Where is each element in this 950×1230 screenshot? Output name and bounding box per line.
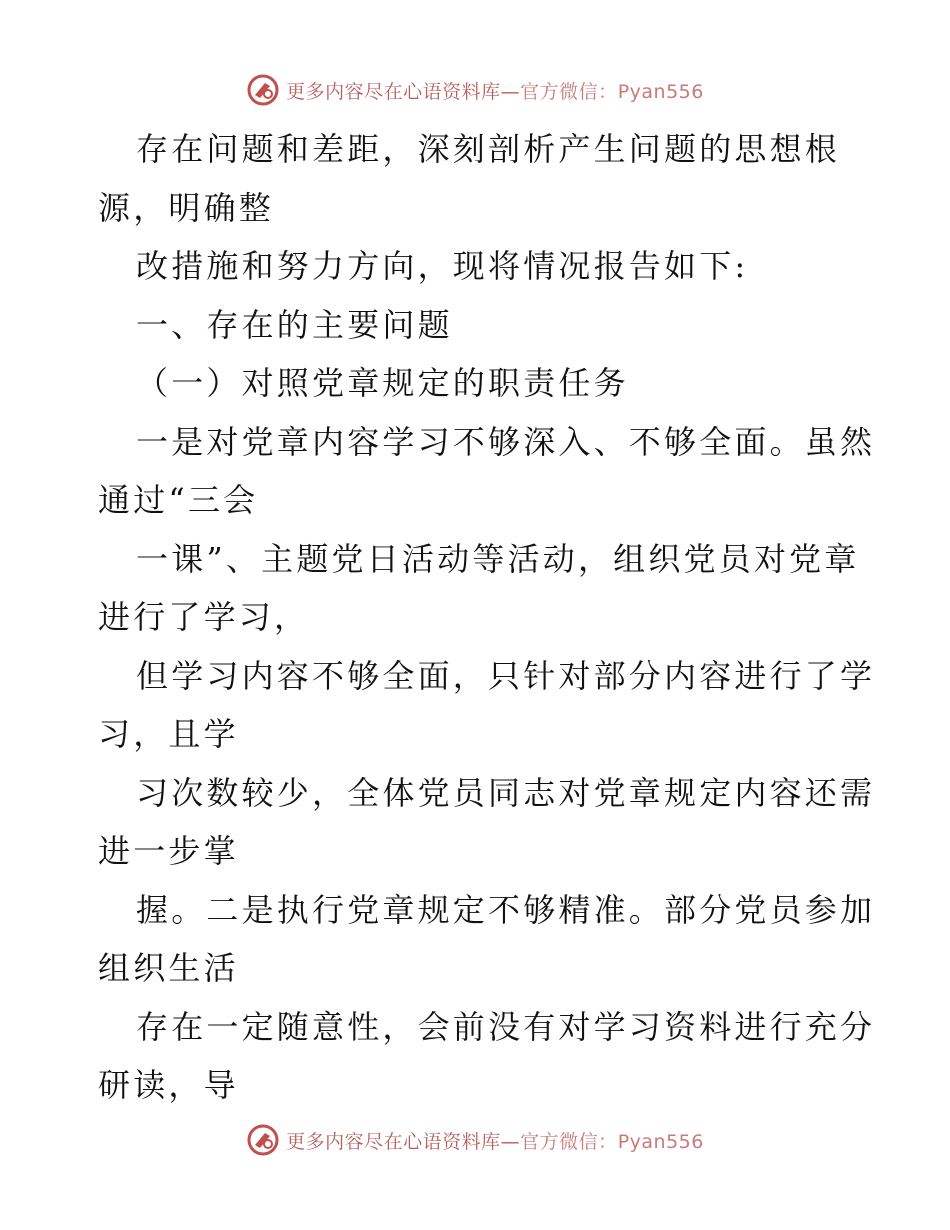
text-line: 组织生活 <box>98 949 239 987</box>
watermark-wechat-id: Pyan556 <box>617 80 704 103</box>
text-line: 存在一定随意性，会前没有对学习资料进行充分 <box>136 1007 876 1046</box>
watermark-wechat-label: 官方微信： <box>520 80 618 103</box>
text-line: 改措施和努力方向，现将情况报告如下: <box>136 247 749 285</box>
watermark-text <box>286 1127 704 1154</box>
watermark-separator: — <box>500 1130 521 1153</box>
watermark-wechat-id: Pyan556 <box>617 1130 704 1153</box>
text-line: 一、存在的主要问题 <box>136 305 453 344</box>
watermark-wechat-label: 官方微信： <box>520 1130 618 1153</box>
brand-logo-icon <box>246 73 280 107</box>
text-line: 存在问题和差距，深刻剖析产生问题的思想根 <box>136 130 841 168</box>
text-line: 进一步掌 <box>98 832 239 870</box>
text-line: 一是对党章内容学习不够深入、不够全面。虽然 <box>136 422 876 461</box>
header-watermark <box>0 70 950 110</box>
watermark-text <box>286 77 704 104</box>
footer-watermark <box>0 1120 950 1160</box>
brand-logo-icon <box>246 1123 280 1157</box>
text-line: 研读，导 <box>98 1066 239 1104</box>
text-line: 但学习内容不够全面，只针对部分内容进行了学 <box>136 656 876 695</box>
watermark-separator: — <box>500 80 521 103</box>
text-line: 源，明确整 <box>98 188 275 227</box>
text-line: 习次数较少，全体党员同志对党章规定内容还需 <box>136 773 876 812</box>
text-line: 握。二是执行党章规定不够精准。部分党员参加 <box>136 890 876 929</box>
text-line: 通过“三会 <box>98 481 259 519</box>
watermark-brand: 更多内容尽在心语资料库 <box>286 80 501 103</box>
text-line: （一）对照党章规定的职责任务 <box>136 364 629 402</box>
text-line: 习，且学 <box>98 715 239 753</box>
watermark-brand: 更多内容尽在心语资料库 <box>286 1130 501 1153</box>
text-line: 一课”、主题党日活动等活动，组织党员对党章 <box>136 539 860 578</box>
document-body <box>98 120 876 1115</box>
text-line: 进行了学习， <box>98 598 310 636</box>
